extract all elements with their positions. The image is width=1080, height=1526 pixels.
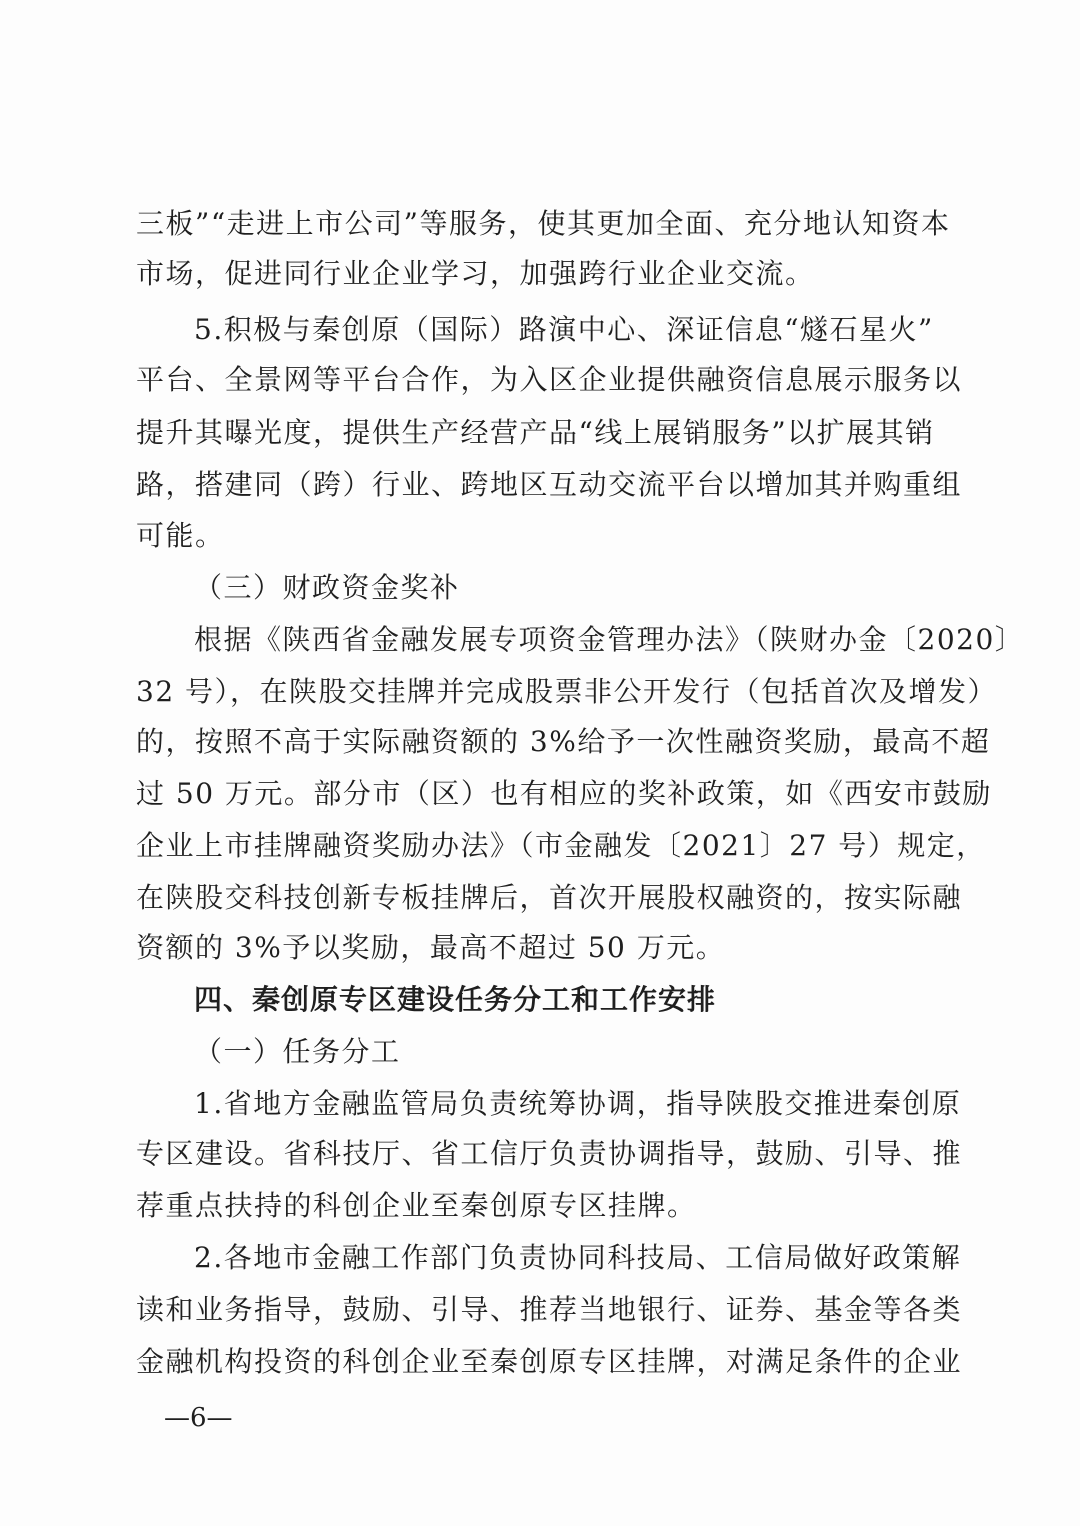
body-line: 提升其曝光度，提供生产经营产品“线上展销服务”以扩展其销	[136, 416, 935, 449]
body-line: 过 50 万元。部分市（区）也有相应的奖补政策，如《西安市鼓励	[136, 777, 992, 810]
body-line: 三板”“走进上市公司”等服务，使其更加全面、充分地认知资本	[136, 207, 951, 240]
section-subheading: （一）任务分工	[194, 1035, 401, 1068]
page-number: —6—	[164, 1403, 233, 1433]
body-line: 市场，促进同行业企业学习，加强跨行业企业交流。	[136, 257, 815, 290]
body-line: 2.各地市金融工作部门负责协同科技局、工信局做好政策解	[194, 1241, 962, 1274]
body-line: 读和业务指导，鼓励、引导、推荐当地银行、证券、基金等各类	[136, 1293, 963, 1326]
body-line: 荐重点扶持的科创企业至秦创原专区挂牌。	[136, 1189, 697, 1222]
body-line: 金融机构投资的科创企业至秦创原专区挂牌，对满足条件的企业	[136, 1345, 963, 1378]
body-line: 专区建设。省科技厅、省工信厅负责协调指导，鼓励、引导、推	[136, 1137, 963, 1170]
body-line: 32 号），在陕股交挂牌并完成股票非公开发行（包括首次及增发）	[136, 675, 998, 708]
body-line: 根据《陕西省金融发展专项资金管理办法》（陕财办金〔2020〕	[194, 623, 1025, 656]
body-line: 5.积极与秦创原（国际）路演中心、深证信息“燧石星火”	[194, 313, 934, 346]
body-line: 企业上市挂牌融资奖励办法》（市金融发〔2021〕27 号）规定，	[136, 829, 986, 862]
body-line: 路，搭建同（跨）行业、跨地区互动交流平台以增加其并购重组	[136, 468, 963, 501]
body-line: 在陕股交科技创新专板挂牌后，首次开展股权融资的，按实际融	[136, 881, 963, 914]
body-line: 的，按照不高于实际融资额的 3%给予一次性融资奖励，最高不超	[136, 725, 991, 758]
body-line: 1.省地方金融监管局负责统筹协调，指导陕股交推进秦创原	[194, 1087, 962, 1120]
section-subheading: （三）财政资金奖补	[194, 571, 460, 604]
body-line: 平台、全景网等平台合作，为入区企业提供融资信息展示服务以	[136, 363, 963, 396]
body-line: 可能。	[136, 519, 225, 552]
body-line: 资额的 3%予以奖励，最高不超过 50 万元。	[136, 931, 726, 964]
section-heading: 四、秦创原专区建设任务分工和工作安排	[194, 983, 717, 1016]
